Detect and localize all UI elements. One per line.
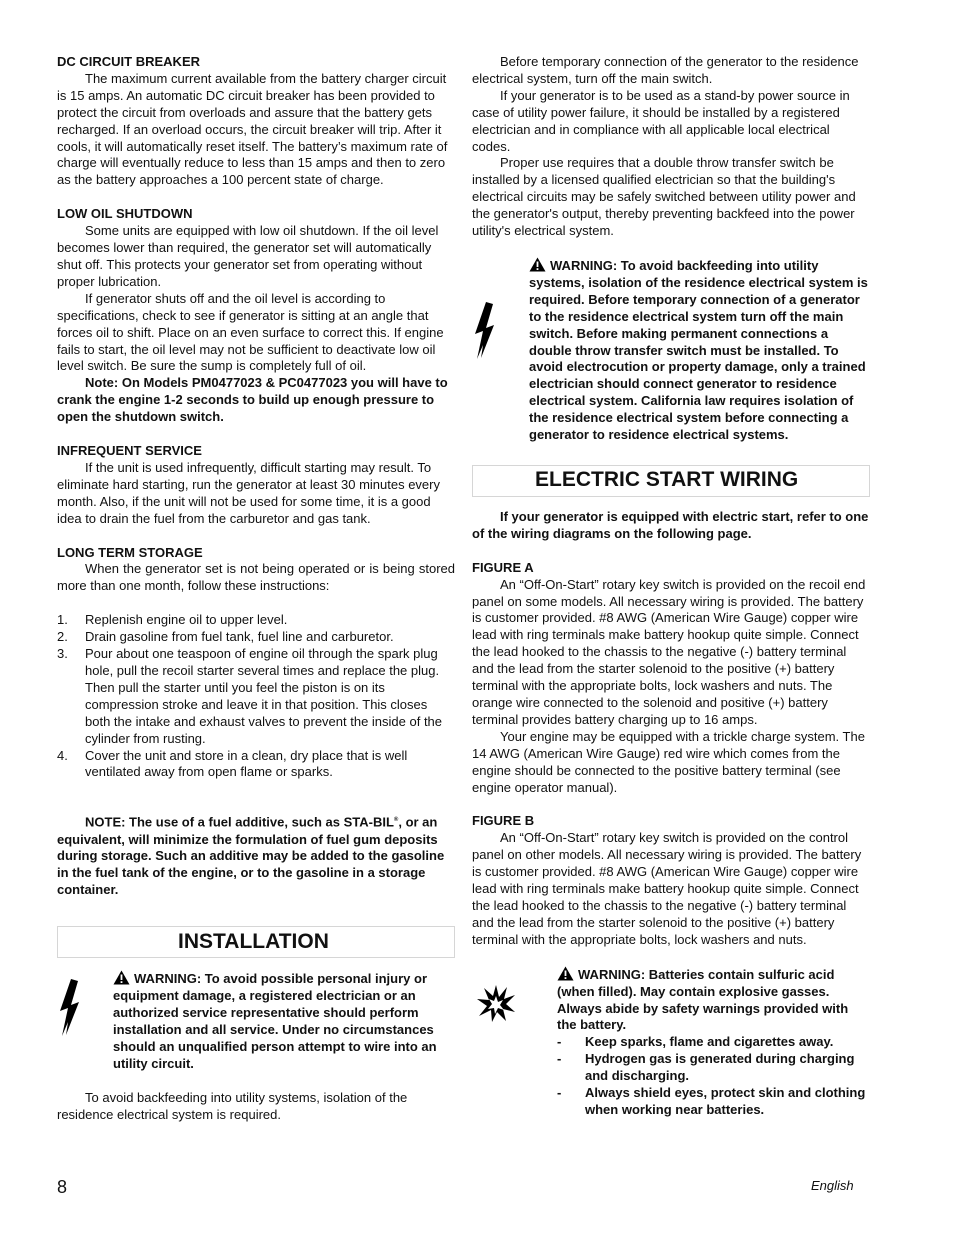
list-item: 2. Drain gasoline from fuel tank, fuel line and carburetor. [57,629,394,645]
backfeed-warning-text: WARNING: To avoid backfeeding into utility systems, isolation of the residence electrical system is required. Before temporary connection of a generator to the residence electrical system turn off the main switch. Before making permanent connections a double throw transfer switch must be installed. To avoid electrocution or property damage, only a trained electrician should connect generator to residence electrical system. California law requires isolation of the residence electrical system before connecting a generator to residence electrical systems. [529,257,868,443]
lightning-bolt-icon [472,301,498,361]
heading-figure-b: FIGURE B [472,813,535,829]
list-item: 1. Replenish engine oil to upper level. [57,612,288,628]
installation-warning-text: WARNING: To avoid possible personal injury or equipment damage, a registered electrician or an authorized service representative should perform installation and all service. Under no circumstances should an unqualified person attempt to wire into an utility circuit. [113,971,437,1071]
dc-breaker-text: The maximum current available from the battery charger circuit is 15 amps. An automatic DC circuit breaker has been provided to protect the circuit from overloads and assure that the battery gets recharged. If an overload occurs, the circuit breaker will trip. After it cools, it will automatically reset itself. The battery’s maximum rate of charge will eventually reduce to less than 15 amps and then to zero as the battery approaches a 100 percent state of charge. [57,70,448,188]
figure-a-text-2: Your engine may be equipped with a trickle charge system. The 14 AWG (American Wire Gauge) red wire which comes from the engine should be connected to the positive battery terminal (see engine operator manual). [472,728,865,795]
installation-warning [57,970,455,1072]
warning-triangle-icon [557,966,574,981]
list-item: 3. Pour about one teaspoon of engine oil through the spark plug hole, pull the recoil starter several times and replace the plug. Then pull the starter until you feel the piston is on its compression stroke and leave it in that position. This closes both the intake and exhaust valves to prevent the inside of the cylinder from rusting. [57,646,443,746]
connection-text-1: Before temporary connection of the generator to the residence electrical system, turn off the main switch. [472,54,859,86]
battery-warning-text: WARNING: Batteries contain sulfuric acid (when filled). May contain explosive gasses. Always abide by safety warnings provided with the battery. [557,966,849,1033]
connection-text-3: Proper use requires that a double throw transfer switch be installed by a licensed qualified electrician so that the building's electrical circuits may be safely switched between utility power and the generator's output, thereby preventing backfeed into the power utility's electrical system. [472,155,856,239]
connection-text-2: If your generator is to be used as a stand-by power source in case of utility power failure, it should be installed by a registered electrician and in compliance with all applicable local electrical codes. [472,87,850,154]
heading-long-term-storage: LONG TERM STORAGE [57,544,203,560]
heading-figure-a: FIGURE A [472,559,534,575]
infrequent-service-text: If the unit is used infrequently, difficult starting may result. To eliminate hard starting, run the generator at least 30 minutes every month. Also, if the unit will not be used for some time, it is a good idea to drain the fuel from the carburetor and gas tank. [57,459,440,526]
figure-b-text: An “Off-On-Start” rotary key switch is provided on the control panel on other models. All necessary wiring is provided. The battery is customer provided. #8 AWG (American Wire Gauge) copper wire lead with ring terminals make battery hookup quite simple. Connect the lead hooked to the chassis to the negative (-) battery terminal and the lead from the starter solenoid to the positive (+) battery terminal with the appropriate bolts, lock washers and nuts. [472,830,862,947]
backfeed-warning [472,257,870,444]
page-number: 8 [57,1177,68,1197]
low-oil-note: Note: On Models PM0477023 & PC0477023 you will have to crank the engine 1-2 seconds to build up enough pressure to open the shutdown switch. [57,375,448,425]
battery-warning-list [557,1034,870,1119]
fuel-additive-note: NOTE: The use of a fuel additive, such as STA-BIL®, or an equivalent, will minimize the formulation of fuel gum deposits during storage. Such an additive may be added to the gasoline in the fuel tank of the engine, or to the gasoline in a storage container. [57,814,445,898]
section-header-installation [57,926,455,958]
installation-title: INSTALLATION [178,929,329,953]
heading-infrequent-service: INFREQUENT SERVICE [57,443,202,459]
list-item: - Always shield eyes, protect skin and clothing when working near batteries. [557,1085,866,1117]
installation-text: To avoid backfeeding into utility systems, isolation of the residence electrical system is required. [57,1089,408,1122]
lightning-bolt-icon [57,978,83,1038]
left-column [57,54,455,1123]
section-header-electric-start-wiring [472,465,870,497]
electric-start-title: ELECTRIC START WIRING [535,468,799,492]
warning-triangle-icon [113,970,130,985]
explosion-icon [476,983,516,1023]
storage-steps-list [57,612,455,781]
warning-triangle-icon [529,257,546,272]
electric-start-intro: If your generator is equipped with electric start, refer to one of the wiring diagrams on the following page. [472,508,869,541]
figure-a-text-1: An “Off-On-Start” rotary key switch is provided on the recoil end panel on some models. All necessary wiring is provided. The battery is customer provided. #8 AWG (American Wire Gauge) copper wire lead with ring terminals make battery hookup quite simple. Connect the lead hooked to the chassis to the negative (-) battery terminal and the lead from the starter solenoid to the positive (+) battery terminal with the appropriate bolts, lock washers and nuts. The orange wire connected to the solenoid and positive (+) battery terminal provides battery charging up to 16 amps. [472,576,866,727]
page-language: English [811,1178,854,1193]
heading-dc-circuit-breaker: DC CIRCUIT BREAKER [57,54,200,69]
low-oil-text-2: If generator shuts off and the oil level is according to specifications, check to see if generator is sitting at an angle that forces oil to shift. Place on an even surface to correct this. If engine fails to start, the oil level may not be sufficient to deactivate low oil level switch. Be sure the sump is completely full of oil. [57,290,444,374]
right-column [472,54,870,1119]
storage-intro: When the generator set is not being operated or is being stored more than one month, follow these instructions: [57,561,455,594]
battery-warning [472,966,870,1119]
list-item: 4. Cover the unit and store in a clean, dry place that is well ventilated away from open flame or sparks. [57,747,408,780]
heading-low-oil-shutdown: LOW OIL SHUTDOWN [57,206,193,222]
list-item: - Keep sparks, flame and cigarettes away. [557,1034,834,1050]
low-oil-text-1: Some units are equipped with low oil shutdown. If the oil level becomes lower than required, the generator set will automatically shut off. This protects your generator set from operating without proper lubrication. [57,223,439,289]
list-item: - Hydrogen gas is generated during charging and discharging. [557,1051,855,1084]
